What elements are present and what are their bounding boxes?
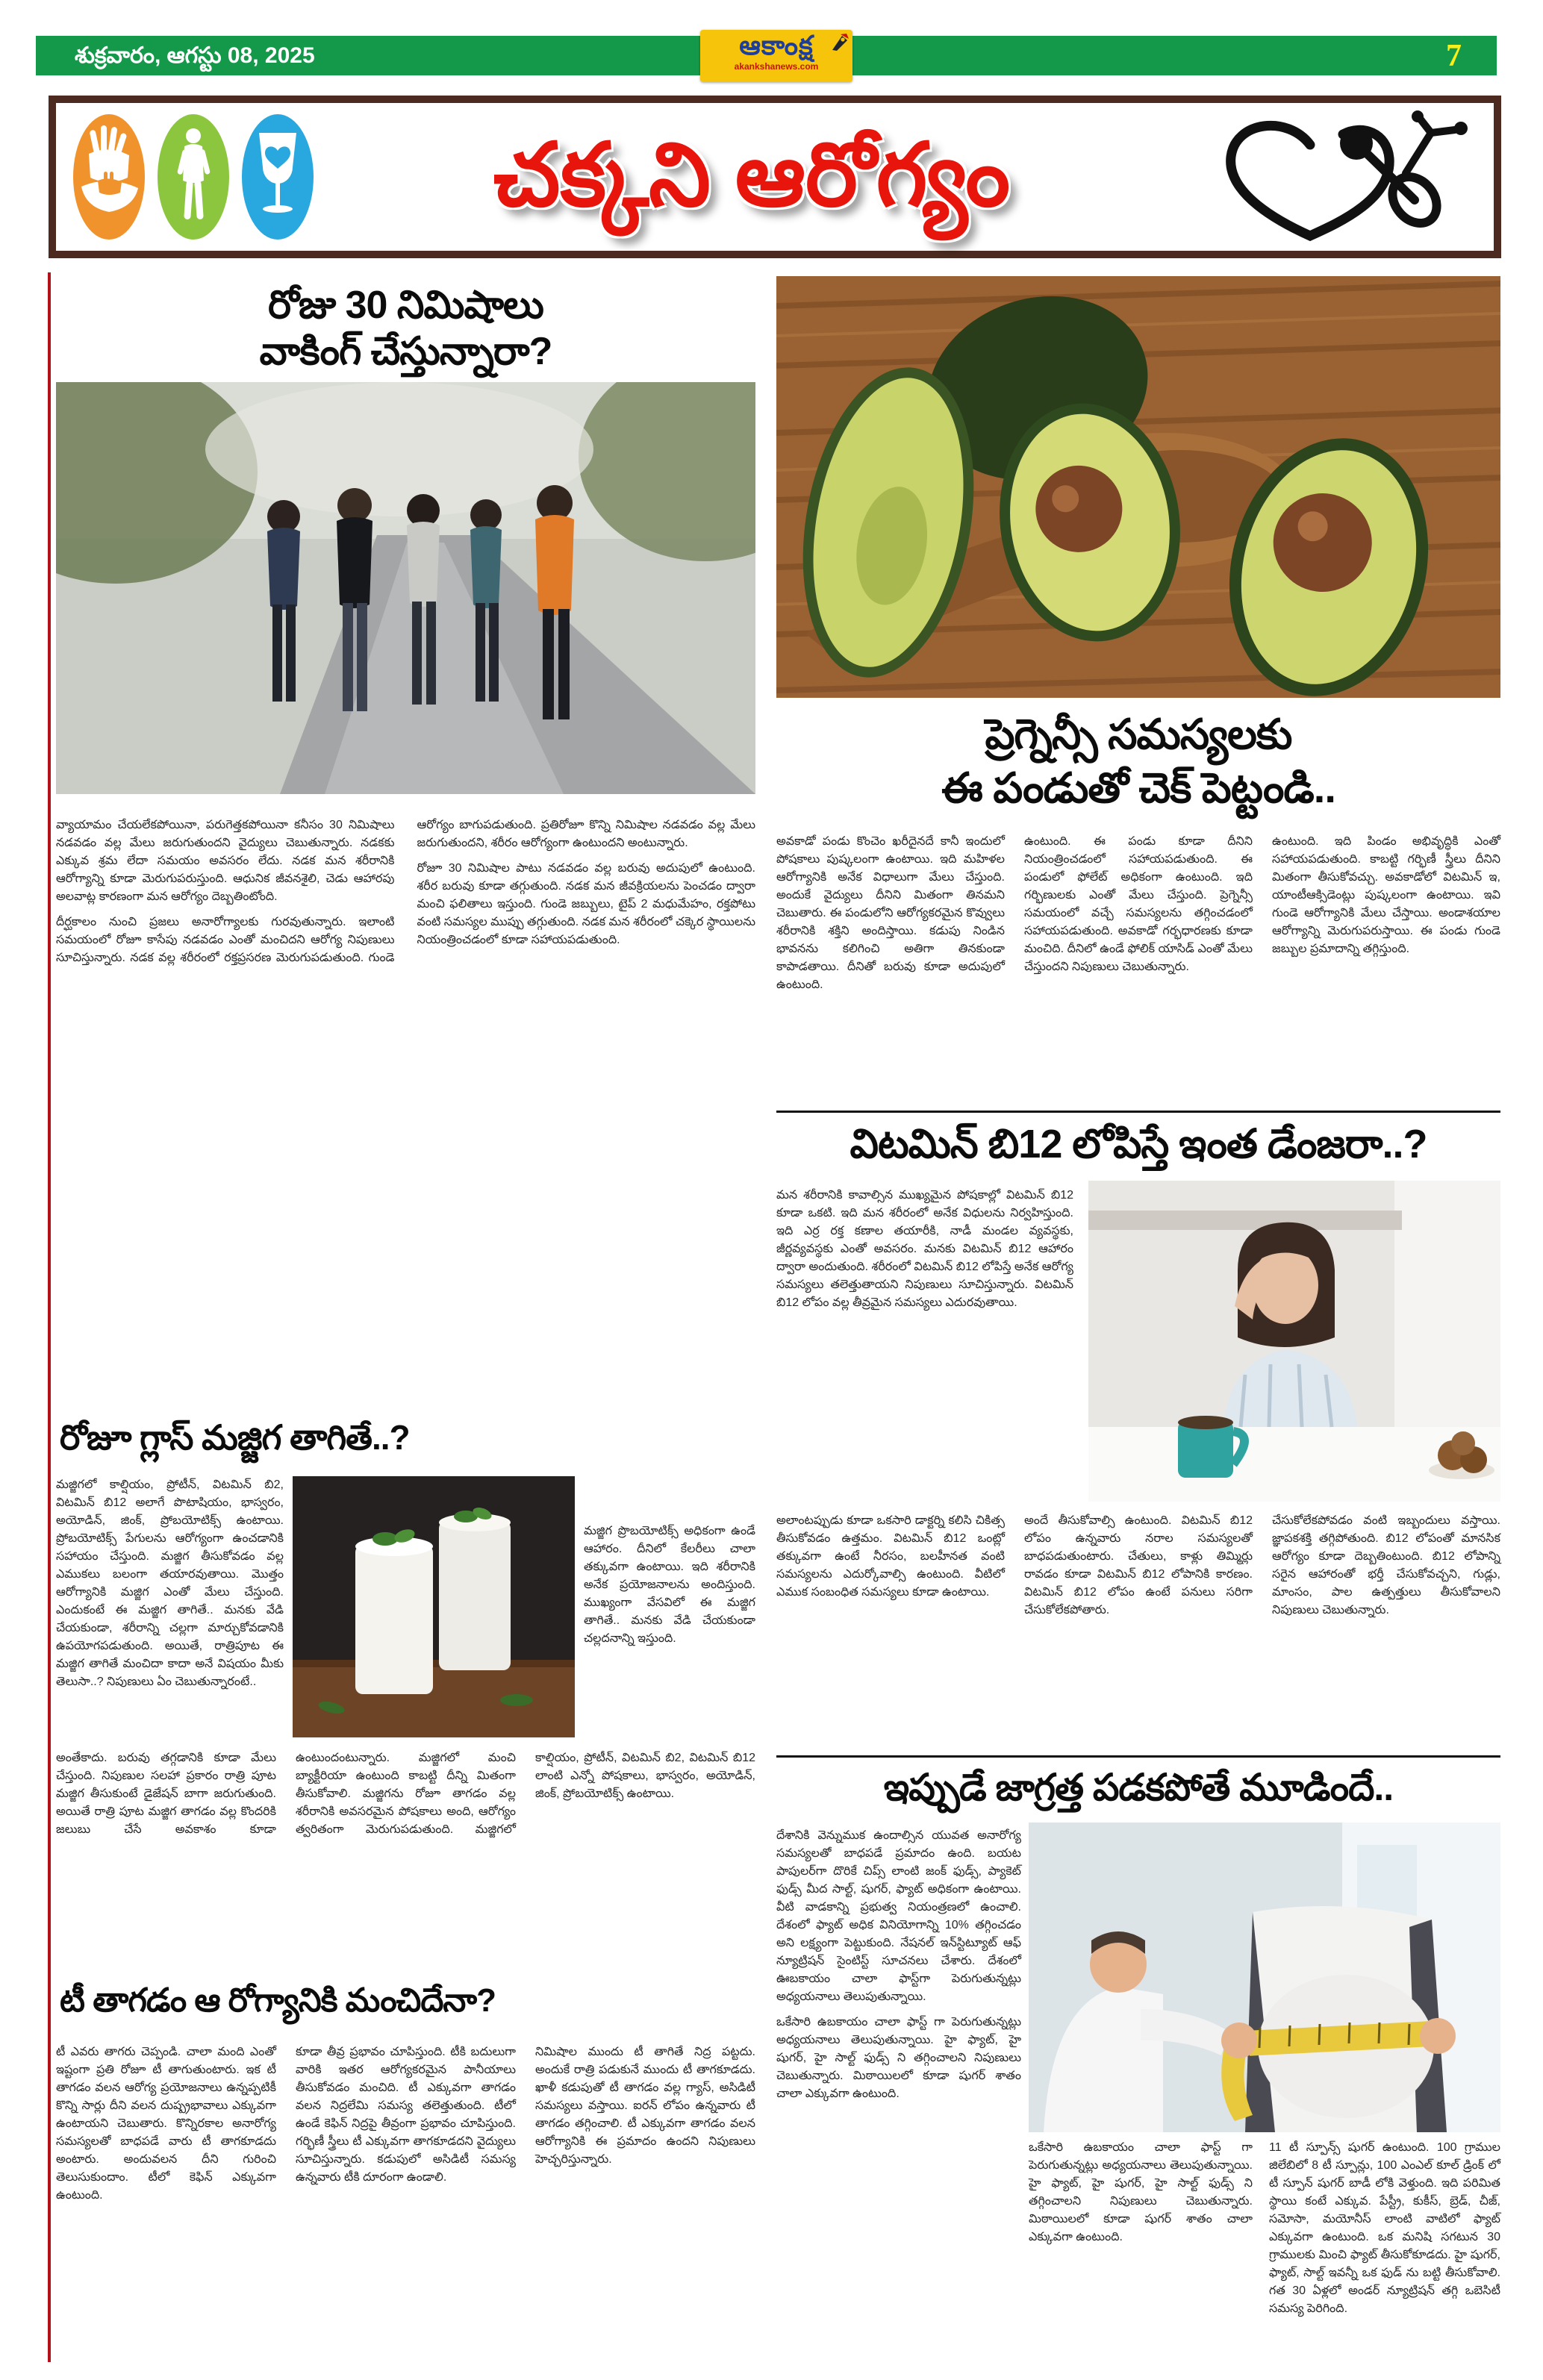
helping-hands-icon	[73, 114, 145, 240]
tea-body: టీ ఎవరు తాగరు చెప్పండి. చాలా మంది ఎంతో ఇష్టంగా ప్రతి రోజూ టీ తాగుతుంటారు. ఇక టీ తాగడం వలన ఆరోగ్య ప్రయోజనాలు ఉన్నప్పటికీ కొన్ని సార్లు దీని వలన దుష్ప్రభావాలు ఎక్కువగా ఉంటాయని చెబుతారు. కొన్నిరకాల అనారోగ్య సమస్యలతో బాధపడే వారు టీ తాగకూడదు అంటారు. అందువలన దీని గురించి తెలుసుకుందాం. టీలో కెఫిన్ ఎక్కువగా ఉంటుంది. కూడా తీవ్ర ప్రభావం చూపిస్తుంది. టీకి బదులుగా వారికి ఇతర ఆరోగ్యకరమైన పానీయాలు తీసుకోవడం మంచిది. టీ ఎక్కువగా తాగడం వలన నిద్రలేమి సమస్య తలెత్తుతుంది. టీలో ఉండే కెఫిన్ నిద్రపై తీవ్రంగా ప్రభావం చూపిస్తుంది. గర్భిణీ స్త్రీలు టీ ఎక్కువగా తాగకూడదని వైద్యులు సూచిస్తున్నారు. కడుపులో అసిడిటీ సమస్య ఉన్నవారు టీకి దూరంగా ఉండాలి. నిమిషాల ముందు టీ తాగితే నిద్ర పట్టదు. అందుకే రాత్రి పడుకునే ముందు టీ తాగకూడదు. ఖాళీ కడుపుతో టీ తాగడం వల్ల గ్యాస్, అసిడిటీ సమస్యలు వస్తాయి. ఐరన్ లోపం ఉన్నవారు టీ తాగడం తగ్గించాలి. టీ ఎక్కువగా తాగడం వలన ఆరోగ్యానికి ఈ ప్రమాదం ఉందని నిపుణులు హెచ్చరిస్తున్నారు.	[56, 2046, 755, 2202]
belly-bottom-col1: ఒకేసారి ఉబకాయం చాలా ఫాస్ట్ గా పెరుగుతున్నట్లు అధ్యయనాలు తెలుపుతున్నాయి. హై ఫ్యాట్, హై షుగర్, హై సాల్ట్ ఫుడ్స్ ని తగ్గించాలని నిపుణులు చెబుతున్నారు. మిఠాయిలలో కూడా షుగర్ శాతం చాలా ఎక్కువగా ఉంటుంది.	[1029, 2141, 1253, 2243]
left-column-rule	[48, 272, 51, 2362]
page-number: 7	[1446, 39, 1462, 73]
pen-nib-icon	[830, 33, 850, 52]
section-banner	[49, 96, 1501, 258]
b12-bottom-text: అలాంటప్పుడు కూడా ఒకసారి డాక్టర్ని కలిసి చికిత్స తీసుకోవడం ఉత్తమం. విటమిన్ బి12 ఒంట్లో తక్కువగా ఉంటే నీరసం, బలహీనత వంటి సమస్యలను ఎదుర్కోవాల్సి ఉంటుంది. వీటిలో ఎముక సంబంధిత సమస్యలు కూడా ఉంటాయి. అందే తీసుకోవాల్సి ఉంటుంది. విటమిన్ బి12 లోపం ఉన్నవారు నరాల సమస్యలతో బాధపడుతుంటారు. చేతులు, కాళ్లు తిమ్మిర్లు రావడం కూడా విటమిన్ బి12 లోపానికి కారణం. విటమిన్ బి12 లోపం ఉంటే పనులు సరిగా చేసుకోలేకపోతారు. చేసుకోలేకపోవడం వంటి ఇబ్బందులు వస్తాయి. జ్ఞాపకశక్తి తగ్గిపోతుంది. బి12 లోపంతో మానసిక ఆరోగ్యం కూడా దెబ్బతింటుంది. బి12 లోపాన్ని సరైన ఆహారంతో భర్తీ చేసుకోవచ్చని, గుడ్లు, మాంసం, పాల ఉత్పత్తులు తీసుకోవాలని నిపుణులు చెబుతున్నారు.	[776, 1514, 1500, 1617]
logo-site-url[interactable]: akankshanews.com	[734, 61, 819, 72]
walking-body: వ్యాయామం చేయలేకపోయినా, పరుగెత్తకపోయినా కనీసం 30 నిమిషాలు నడవడం వల్ల మేలు జరుగుతుందని వైద్యులు చెబుతున్నారు. నడకకు ఎక్కువ శ్రమ లేదా సమయం అవసరం లేదు. నడక మన శరీరానికి ఆరోగ్యాన్ని కూడా మెరుగుపరుస్తుంది. ఆధునిక జీవనశైలి, చెడు ఆహారపు అలవాట్ల కారణంగా మన ఆరోగ్యం దెబ్బతింటోంది. దీర్ఘకాలం నుంచి ప్రజలు అనారోగ్యాలకు గురవుతున్నారు. ఇలాంటి సమయంలో రోజూ కాసేపు నడవడం ఎంతో మంచిదని ఆరోగ్య నిపుణులు సూచిస్తున్నారు. నడక వల్ల శరీరంలో రక్తప్రసరణ మెరుగుపడుతుంది. గుండె ఆరోగ్యం బాగుపడుతుంది. ప్రతిరోజూ కొన్ని నిమిషాల నడవడం వల్ల మేలు జరుగుతుందని, శరీరం ఆరోగ్యంగా ఉంటుందని అంటున్నారు. రోజూ 30 నిమిషాల పాటు నడవడం వల్ల బరువు అదుపులో ఉంటుంది. శరీర బరువు కూడా తగ్గుతుంది. నడక మన జీవక్రియలను పెంచడం ద్వారా మంచి ఫలితాలు ఇస్తుంది. గుండె జబ్బులు, టైప్ 2 మధుమేహం, రక్తపోటు వంటి సమస్యల ముప్పు తగ్గుతుంది. నడక మన శరీరంలో చక్కెర స్థాయిలను నియంత్రించడంలో కూడా సహాయపడుతుంది.	[56, 819, 755, 964]
tired-woman-photo	[1088, 1181, 1500, 1502]
walking-headline: రోజు 30 నిమిషాలు వాకింగ్ చేస్తున్నారా?	[259, 284, 552, 373]
pregnancy-headline: ప్రెగ్నెన్సీ సమస్యలకు ఈ పండుతో చెక్ పెట్టండి..	[941, 710, 1335, 811]
belly-headline: ఇప్పుడే జాగ్రత్త పడకపోతే మూడిందే..	[883, 1767, 1394, 1808]
pregnancy-body: అవకాడో పండు కొంచెం ఖరీదైనదే కానీ ఇందులో పోషకాలు పుష్కలంగా ఉంటాయి. ఇది మహిళల ఆరోగ్యానికి అనేక విధాలుగా మేలు చేస్తుంది. అందుకే వైద్యులు దీనిని మితంగా తినమని చెబుతారు. ఈ పండులోని ఆరోగ్యకరమైన కొవ్వులు శరీరానికి శక్తిని అందిస్తాయి. కడుపు నిండిన భావనను కలిగించి అతిగా తినకుండా కాపాడతాయి. దీనితో బరువు కూడా అదుపులో ఉంటుంది. ఉంటుంది. ఈ పండు కూడా దీనిని నియంత్రించడంలో సహాయపడుతుంది. ఈ పండులో ఫోలేట్ అధికంగా ఉంటుంది. ఇది గర్భిణులకు ఎంతో మేలు చేస్తుంది. ప్రెగ్నెన్సీ సమయంలో వచ్చే సమస్యలను తగ్గించడంలో సహాయపడుతుంది. అవకాడో గర్భధారణకు కూడా మంచిది. దీనిలో ఉండే ఫోలిక్ యాసిడ్ ఎంతో మేలు చేస్తుందని నిపుణులు చెబుతున్నారు. ఉంటుంది. ఇది పిండం అభివృద్ధికి ఎంతో సహాయపడుతుంది. కాబట్టి గర్భిణీ స్త్రీలు దీనిని మితంగా తీసుకోవచ్చు. అవకాడోలో విటమిన్ ఇ, యాంటీఆక్సిడెంట్లు పుష్కలంగా ఉంటాయి. ఇవి గుండె ఆరోగ్యానికి మేలు చేస్తాయి. అండాశయాల ఆరోగ్యాన్ని మెరుగుపరుస్తాయి. ఈ పండు గుండె జబ్బుల ప్రమాదాన్ని తగ్గిస్తుంది.	[776, 835, 1500, 991]
logo-title: ఆకాంక్ష	[739, 30, 814, 60]
section-title: చక్కని ఆరోగ్యం	[493, 126, 1011, 225]
health-icons	[66, 109, 320, 245]
avocado-photo	[776, 276, 1500, 698]
buttermilk-right-column: మజ్జిగ ప్రొబయోటిక్స్ అధికంగా ఉండే ఆహారం. దీనిలో కేలరీలు చాలా తక్కువగా ఉంటాయి. ఇది శరీరానికి అనేక ప్రయోజనాలను అందిస్తుంది. ముఖ్యంగా వేసవిలో ఈ మజ్జిగ తాగితే.. మనకు వేడి చేయకుండా చల్లదనాన్ని ఇస్తుంది.	[584, 1525, 755, 1645]
b12-intro-column: మన శరీరానికి కావాల్సిన ముఖ్యమైన పోషకాల్లో విటమిన్ బి12 కూడా ఒకటి. ఇది మన శరీరంలో అనేక విధులను నిర్వహిస్తుంది. ఇది ఎర్ర రక్త కణాల తయారీకి, నాడీ మండల వ్యవస్థకు, జీర్ణవ్యవస్థకు ఎంతో అవసరం. మనకు విటమిన్ బి12 ఆహారం ద్వారా అందుతుంది. శరీరంలో విటమిన్ బి12 లోపిస్తే అనేక ఆరోగ్య సమస్యలు తలెత్తుతాయని నిపుణులు సూచిస్తున్నారు. విటమిన్ బి12 లోపం వల్ల తీవ్రమైన సమస్యలు ఎదురవుతాయి.	[776, 1189, 1073, 1309]
b12-headline: విటమిన్ బి12 లోపిస్తే ఇంత డేంజరా..?	[850, 1122, 1427, 1166]
buttermilk-left-column: మజ్జిగలో కాల్షియం, ప్రోటీన్, విటమిన్ బి2, విటమిన్ బి12 అలాగే పొటాషియం, భాస్వరం, అయోడిన్, జింక్, ప్రోబయోటిక్స్ ఉంటాయి. ప్రోబయోటిక్స్ పేగులను ఆరోగ్యంగా ఉంచడానికి సహాయం చేస్తుంది. మజ్జిగ తీసుకోవడం వల్ల ఎముకలు బలంగా తయారవుతాయి. మొత్తం ఆరోగ్యానికి మజ్జిగ ఎంతో మేలు చేస్తుంది. ఎందుకంటే ఈ మజ్జిగ తాగితే.. మనకు వేడి చేయకుండా, శరీరాన్ని చల్లగా మార్చుకోవడానికి ఉపయోగపడుతుంది. అయితే, రాత్రిపూట ఈ మజ్జిగ తాగితే మంచిదా కాదా అనే విషయం మీకు తెలుసా..? నిపుణులు ఏం చెబుతున్నారంటే..	[56, 1478, 284, 1688]
newspaper-logo[interactable]	[700, 30, 852, 82]
buttermilk-bottom-text: అంతేకాదు. బరువు తగ్గడానికి కూడా మేలు చేస్తుంది. నిపుణుల సలహా ప్రకారం రాత్రి పూట మజ్జిగ తీసుకుంటే డైజేషన్ బాగా జరుగుతుంది. అయితే రాత్రి పూట మజ్జిగ తాగడం వల్ల కొందరికి జలుబు చేసే అవకాశం కూడా ఉంటుందంటున్నారు. మజ్జిగలో మంచి బ్యాక్టీరియా ఉంటుంది కాబట్టి దీన్ని మితంగా తీసుకోవాలి. మజ్జిగను రోజూ తాగడం వల్ల శరీరానికి అవసరమైన పోషకాలు అంది, ఆరోగ్యం త్వరితంగా మెరుగుపడుతుంది. మజ్జిగలో కాల్షియం, ప్రోటీన్, విటమిన్ బి2, విటమిన్ బి12 లాంటి ఎన్నో పోషకాలు, భాస్వరం, అయోడిన్, జింక్, ప్రోబయోటిక్స్ ఉంటాయి.	[56, 1752, 755, 1836]
runner-icon	[158, 114, 229, 240]
buttermilk-headline: రోజూ గ్లాస్ మజ్జిగ తాగితే..?	[60, 1418, 410, 1457]
walking-photo	[56, 382, 755, 794]
wine-glass-heart-icon	[242, 114, 314, 240]
divider-b12	[776, 1111, 1500, 1113]
stethoscope-heart-icon	[1168, 110, 1489, 245]
divider-belly	[776, 1755, 1500, 1758]
belly-bottom-col2: 11 టీ స్పూన్స్ షుగర్ ఉంటుంది. 100 గ్రాముల జిలేబిలో 8 టీ స్పూన్లు, 100 ఎంఎల్ కూల్ డ్రింక్ లో టీ స్పూన్ షుగర్ బాడీ లోకి వెళ్తుంది. ఇది పరిమిత స్థాయి కంటే ఎక్కువ. పేస్ట్రీ, కుకీస్, బ్రెడ్, చీజ్, సమోసా, మయోనీస్ లాంటి వాటిలో ఫ్యాట్ ఎక్కువగా ఉంటుంది. ఒక మనిషి సగటున 30 గ్రాములకు మించి ఫ్యాట్ తీసుకోకూడదు. హై షుగర్, ఫ్యాట్, సాల్ట్ ఇవన్నీ ఒక ఫుడ్ ను బట్టి తీసుకోవాలి. గత 30 ఏళ్లలో అండర్ న్యూట్రిషన్ తగ్గి ఒబెసిటీ సమస్య పెరిగింది.	[1269, 2141, 1500, 2315]
tea-headline: టీ తాగడం ఆ రోగ్యానికి మంచిదేనా?	[60, 1982, 496, 2019]
patient-torso	[1221, 1906, 1456, 2132]
date-text: శుక్రవారం, ఆగస్టు 08, 2025	[75, 43, 315, 68]
waist-measure-photo	[1029, 1823, 1500, 2132]
belly-left-column: దేశానికి వెన్నుముక ఉందాల్సిన యువత అనారోగ్య సమస్యలతో బాధపడే ప్రమాదం ఉంది. బయట పాపులర్‌గా దొరికే చిప్స్ లాంటి జంక్ ఫుడ్స్, ప్యాకెట్ ఫుడ్స్ మీద సాల్ట్, షుగర్, ఫ్యాట్ అధికంగా ఉంటాయి. వీటి వాడకాన్ని ప్రభుత్వ నియంత్రణలో ఉంచాలి. దేశంలో ఫ్యాట్ అధిక వినియోగాన్ని 10% తగ్గించడం అని లక్ష్యంగా పెట్టుకుంది. నేషనల్ ఇన్‌స్టిట్యూట్ ఆఫ్ న్యూట్రిషన్ సైంటిస్ట్ సూచనలు చేశారు. దేశంలో ఊబకాయం చాలా ఫాస్ట్‌గా పెరుగుతున్నట్లు అధ్యయనాలు తెలుపుతున్నాయి. ఒకేసారి ఉబకాయం చాలా ఫాస్ట్ గా పెరుగుతున్నట్లు అధ్యయనాలు తెలుపుతున్నాయి. హై ఫ్యాట్, హై షుగర్, హై సాల్ట్ ఫుడ్స్ ని తగ్గించాలని నిపుణులు చెబుతున్నారు. మిఠాయిలలో కూడా షుగర్ శాతం చాలా ఎక్కువగా ఉంటుంది.	[776, 1829, 1021, 2100]
buttermilk-photo	[293, 1476, 575, 1737]
